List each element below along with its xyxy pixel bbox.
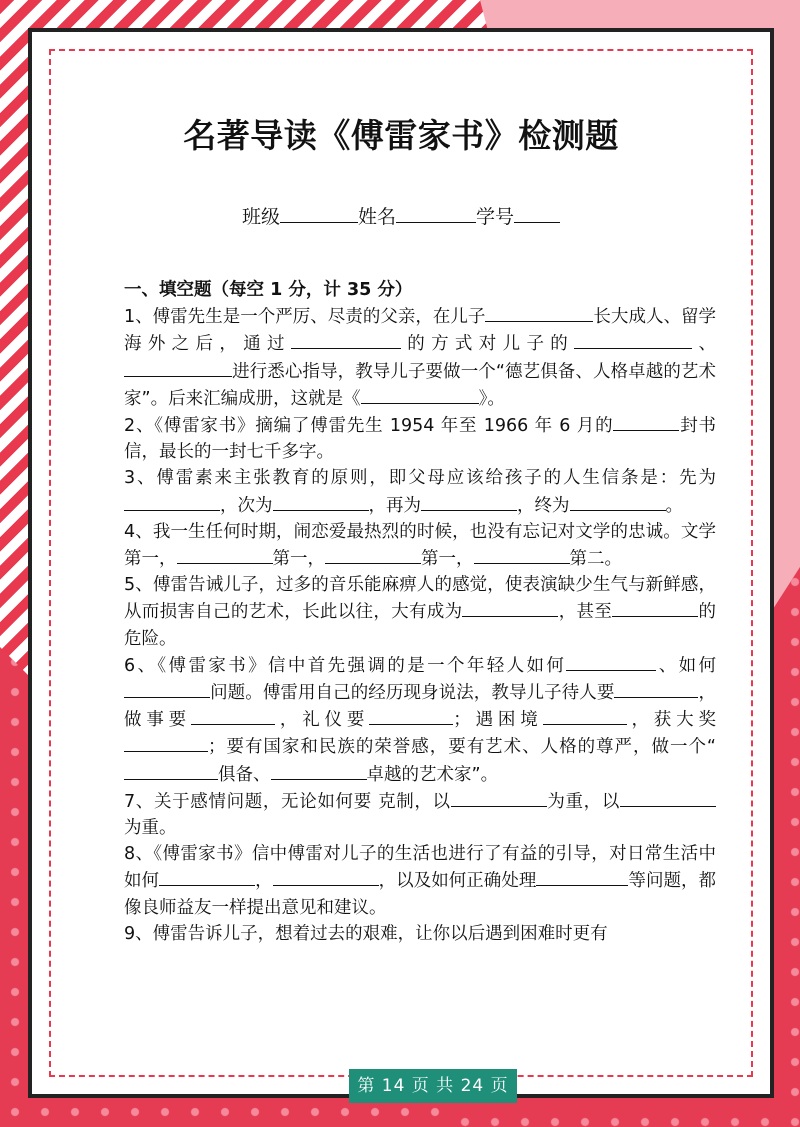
class-label: 班级 bbox=[241, 206, 280, 228]
answer-blank[interactable] bbox=[291, 330, 401, 349]
question-text: 3、傅雷素来主张教育的原则，即父母应该给孩子的人生信条是：先为 bbox=[124, 468, 716, 489]
answer-blank[interactable] bbox=[124, 761, 218, 780]
question-text: 5、傅雷告诫儿子，过多的音乐能麻痹人的感觉，使表演缺少生气与新鲜感，从而损害自己的艺术，长此以往，大有成为 bbox=[124, 575, 716, 623]
document-card bbox=[28, 28, 774, 1098]
answer-blank[interactable] bbox=[273, 492, 369, 511]
answer-blank[interactable] bbox=[369, 706, 453, 725]
question-text: 7、关于感情问题，无论如何要 克制，以 bbox=[124, 791, 451, 812]
question-text: 9、傅雷告诉儿子，想着过去的艰难，让你以后遇到困难时更有 bbox=[124, 923, 608, 944]
answer-blank[interactable] bbox=[361, 385, 479, 404]
question-text: 等问题，都像良师益友一样提出意见和建议。 bbox=[124, 871, 717, 918]
answer-blank[interactable] bbox=[159, 867, 255, 886]
section-heading: 一、填空题（每空 1 分，计 35 分） bbox=[124, 280, 413, 300]
question-text: 俱备、 bbox=[218, 764, 271, 785]
answer-blank[interactable] bbox=[613, 412, 679, 431]
question-text: 6、《傅雷家书》信中首先强调的是一个年轻人如何 bbox=[124, 655, 567, 676]
question-8 bbox=[124, 841, 716, 921]
answer-blank[interactable] bbox=[612, 598, 698, 617]
question-list bbox=[124, 277, 716, 947]
question-text: 封书信，最长的一封七千多字。 bbox=[124, 416, 716, 463]
question-text: ，次为 bbox=[220, 495, 273, 516]
number-label: 学号 bbox=[476, 206, 515, 228]
question-text: 进行悉心指导，教导儿子要做一个“德艺俱备、人格卓越的艺术家”。后来汇编成册，这就是《 bbox=[124, 361, 716, 409]
answer-blank[interactable] bbox=[124, 679, 210, 698]
question-text: ；遇困境 bbox=[453, 710, 543, 731]
class-blank[interactable] bbox=[280, 203, 358, 223]
answer-blank[interactable] bbox=[191, 706, 275, 725]
question-text: 1、傅雷先生是一个严厉、尽责的父亲，在儿子 bbox=[124, 307, 486, 328]
student-info-fields bbox=[32, 202, 770, 229]
question-text: ，做事要 bbox=[124, 683, 717, 731]
question-text: ，礼仪要 bbox=[275, 710, 370, 731]
question-text: 、如何 bbox=[656, 655, 716, 676]
name-label: 姓名 bbox=[357, 206, 396, 228]
question-4 bbox=[124, 519, 716, 572]
question-2 bbox=[124, 412, 716, 465]
answer-blank[interactable] bbox=[566, 652, 656, 671]
answer-blank[interactable] bbox=[124, 358, 232, 377]
question-text: ，终为 bbox=[517, 495, 570, 516]
question-text: ，再为 bbox=[368, 495, 421, 516]
question-text: ；要有国家和民族的荣誉感，要有艺术、人格的尊严，做一个“ bbox=[208, 737, 716, 758]
answer-blank[interactable] bbox=[536, 867, 628, 886]
question-text: ， bbox=[255, 871, 273, 892]
page-title: 名著导读《傅雷家书》检测题 bbox=[183, 116, 619, 155]
question-text: 为重，以 bbox=[546, 791, 620, 812]
answer-blank[interactable] bbox=[620, 788, 716, 807]
answer-blank[interactable] bbox=[325, 545, 421, 564]
question-text: 长大成人、留学海外之后，通过 bbox=[124, 307, 716, 355]
question-text: 第一， bbox=[421, 549, 474, 570]
question-text: ，以及如何正确处理 bbox=[378, 871, 537, 892]
question-5 bbox=[124, 572, 716, 652]
question-text: 的方式对儿子的 bbox=[400, 334, 575, 355]
answer-blank[interactable] bbox=[271, 761, 367, 780]
answer-blank[interactable] bbox=[273, 867, 379, 886]
answer-blank[interactable] bbox=[462, 598, 558, 617]
question-9 bbox=[124, 921, 716, 947]
question-text: 。 bbox=[665, 495, 683, 516]
answer-blank[interactable] bbox=[543, 706, 627, 725]
answer-blank[interactable] bbox=[124, 733, 208, 752]
question-text: 的危险。 bbox=[124, 602, 716, 649]
answer-blank[interactable] bbox=[124, 492, 220, 511]
answer-blank[interactable] bbox=[570, 492, 666, 511]
question-text: 卓越的艺术家”。 bbox=[366, 764, 499, 785]
name-blank[interactable] bbox=[396, 203, 476, 223]
question-text: 2、《傅雷家书》摘编了傅雷先生 1954 年至 1966 年 6 月的 bbox=[124, 416, 614, 437]
question-3 bbox=[124, 465, 716, 518]
number-blank[interactable] bbox=[514, 203, 560, 223]
answer-blank[interactable] bbox=[177, 545, 273, 564]
answer-blank[interactable] bbox=[574, 330, 692, 349]
question-1 bbox=[124, 303, 716, 412]
answer-blank[interactable] bbox=[614, 679, 698, 698]
question-text: 、 bbox=[692, 334, 716, 355]
question-7 bbox=[124, 788, 716, 841]
answer-blank[interactable] bbox=[421, 492, 517, 511]
question-text: 》。 bbox=[478, 388, 505, 409]
question-text: 问题。傅雷用自己的经历现身说法，教导儿子待人要 bbox=[210, 683, 615, 704]
answer-blank[interactable] bbox=[474, 545, 570, 564]
question-text: 8、《傅雷家书》信中傅雷对儿子的生活也进行了有益的引导，对日常生活中如何 bbox=[124, 844, 716, 892]
question-text: 第一， bbox=[272, 549, 325, 570]
question-6 bbox=[124, 652, 716, 788]
question-text: ，甚至 bbox=[558, 602, 613, 623]
question-text: ，获大奖 bbox=[626, 710, 716, 731]
page-number-badge: 第 14 页 共 24 页 bbox=[349, 1069, 517, 1103]
question-text: 为重。 bbox=[124, 818, 177, 839]
answer-blank[interactable] bbox=[485, 303, 593, 322]
question-text: 第二。 bbox=[569, 549, 622, 570]
question-text: 4、我一生任何时期，闹恋爱最热烈的时候，也没有忘记对文学的忠诚。文学第一， bbox=[124, 521, 716, 570]
answer-blank[interactable] bbox=[451, 788, 547, 807]
